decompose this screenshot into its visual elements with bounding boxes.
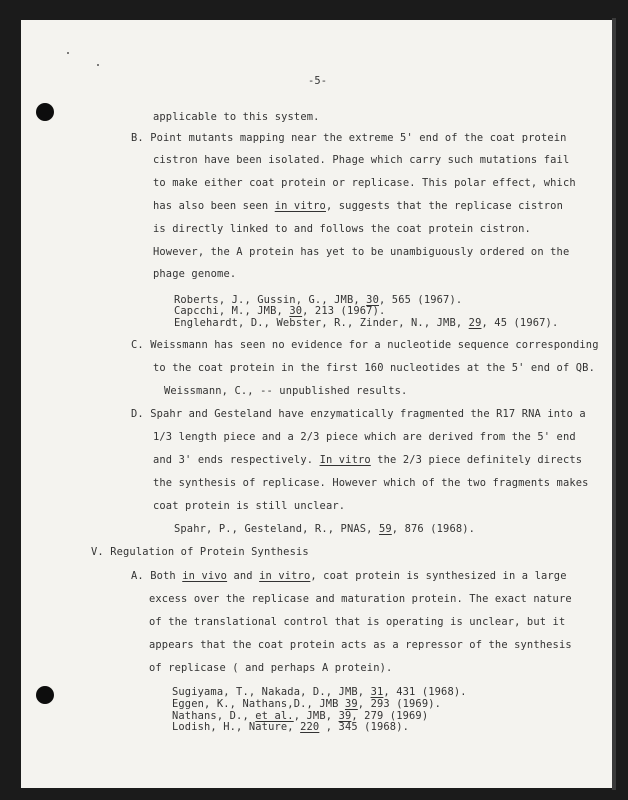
text-segment: to make either coat protein or replicase. This polar effect, which bbox=[153, 177, 576, 189]
text-segment: applicable to this system. bbox=[153, 111, 320, 123]
paper-speck bbox=[67, 52, 69, 54]
text-segment: coat protein is still unclear. bbox=[153, 500, 346, 512]
paper-speck bbox=[97, 64, 99, 66]
text-segment: , 876 (1968). bbox=[391, 523, 476, 535]
underlined-text: 220 bbox=[300, 721, 320, 733]
text-line bbox=[91, 546, 309, 558]
reference-line bbox=[172, 686, 467, 698]
text-line bbox=[153, 111, 320, 123]
binder-hole-top bbox=[36, 103, 54, 121]
reference-line bbox=[174, 317, 558, 329]
text-segment: Sugiyama, T., Nakada, D., JMB, bbox=[172, 686, 371, 698]
page-number: -5- bbox=[308, 75, 328, 87]
text-segment: , JMB, bbox=[293, 710, 339, 722]
text-segment: , 213 (1967). bbox=[302, 305, 386, 317]
text-line bbox=[153, 177, 576, 189]
text-line bbox=[153, 268, 236, 280]
underlined-text: in vitro bbox=[274, 200, 326, 212]
underlined-text: 39 bbox=[338, 710, 352, 722]
text-segment: appears that the coat protein acts as a repressor of the synthesis bbox=[149, 639, 572, 651]
text-segment: excess over the replicase and maturation protein. The exact nature bbox=[149, 593, 572, 605]
text-line bbox=[131, 570, 567, 582]
text-segment: B. Point mutants mapping near the extreme 5' end of the coat protein bbox=[131, 132, 567, 144]
underlined-text: in vivo bbox=[182, 570, 228, 582]
text-segment: 1/3 length piece and a 2/3 piece which are derived from the 5' end bbox=[153, 431, 576, 443]
text-segment: , 345 (1968). bbox=[319, 721, 410, 733]
text-segment: has also been seen bbox=[153, 200, 275, 212]
text-segment: D. Spahr and Gesteland have enzymatically fragmented the R17 RNA into a bbox=[131, 408, 586, 420]
text-segment: Capcchi, M., JMB, bbox=[174, 305, 290, 317]
text-segment: of the translational control that is operating is unclear, but it bbox=[149, 616, 566, 628]
text-line bbox=[131, 339, 599, 351]
text-segment: and bbox=[227, 570, 260, 582]
text-line bbox=[153, 431, 576, 443]
text-line bbox=[153, 223, 531, 235]
text-segment: to the coat protein in the first 160 nucleotides at the 5' end of QB. bbox=[153, 362, 595, 374]
text-line bbox=[131, 408, 586, 420]
text-line bbox=[153, 454, 582, 466]
text-line bbox=[131, 132, 567, 144]
text-segment: , coat protein is synthesized in a large bbox=[310, 570, 567, 582]
text-line bbox=[149, 593, 572, 605]
text-segment: Nathans, D., bbox=[172, 710, 256, 722]
text-line bbox=[149, 662, 392, 674]
text-segment: V. Regulation of Protein Synthesis bbox=[91, 546, 309, 558]
underlined-text: 30 bbox=[289, 305, 303, 317]
text-segment: , 293 (1969). bbox=[357, 698, 442, 710]
underlined-text: 39 bbox=[344, 698, 358, 710]
text-segment: Spahr, P., Gesteland, R., PNAS, bbox=[174, 523, 379, 535]
reference-line bbox=[174, 305, 385, 317]
text-line bbox=[174, 523, 475, 535]
underlined-text: 31 bbox=[370, 686, 384, 698]
text-line bbox=[153, 362, 595, 374]
text-segment: cistron have been isolated. Phage which carry such mutations fail bbox=[153, 154, 570, 166]
text-segment: Lodish, H., Nature, bbox=[172, 721, 301, 733]
text-line bbox=[149, 616, 565, 628]
text-segment: Weissmann, C., -- unpublished results. bbox=[164, 385, 408, 397]
underlined-text: 59 bbox=[378, 523, 392, 535]
text-segment: Englehardt, D., Webster, R., Zinder, N., JMB, bbox=[174, 317, 469, 329]
text-segment: However, the A protein has yet to be unambiguously ordered on the bbox=[153, 246, 570, 258]
text-segment: , 431 (1968). bbox=[383, 686, 467, 698]
text-segment: C. Weissmann has seen no evidence for a nucleotide sequence corresponding bbox=[131, 339, 599, 351]
text-line bbox=[153, 477, 589, 489]
underlined-text: in vitro bbox=[259, 570, 311, 582]
text-segment: , suggests that the replicase cistron bbox=[325, 200, 563, 212]
text-line bbox=[153, 154, 569, 166]
text-segment: , 45 (1967). bbox=[481, 317, 559, 329]
text-line bbox=[149, 639, 572, 651]
underlined-text: 29 bbox=[468, 317, 482, 329]
text-line bbox=[164, 385, 407, 397]
reference-line bbox=[172, 721, 409, 733]
text-segment: Roberts, J., Gussin, G., JMB, bbox=[174, 294, 367, 306]
page-edge-shadow bbox=[612, 18, 616, 790]
text-line bbox=[153, 500, 345, 512]
reference-line bbox=[172, 698, 441, 710]
text-segment: the synthesis of replicase. However which of the two fragments makes bbox=[153, 477, 589, 489]
text-segment: , 565 (1967). bbox=[378, 294, 463, 306]
text-segment: , 279 (1969) bbox=[351, 710, 429, 722]
text-segment: Eggen, K., Nathans,D., JMB bbox=[172, 698, 345, 710]
text-segment: A. Both bbox=[131, 570, 183, 582]
text-line bbox=[153, 200, 563, 212]
text-segment: the 2/3 piece definitely directs bbox=[370, 454, 583, 466]
underlined-text: In vitro bbox=[319, 454, 371, 466]
binder-hole-bottom bbox=[36, 686, 54, 704]
text-segment: phage genome. bbox=[153, 268, 237, 280]
text-line bbox=[153, 246, 569, 258]
text-segment: and 3' ends respectively. bbox=[153, 454, 320, 466]
text-segment: of replicase ( and perhaps A protein). bbox=[149, 662, 393, 674]
text-segment: is directly linked to and follows the coat protein cistron. bbox=[153, 223, 531, 235]
underlined-text: 30 bbox=[366, 294, 379, 306]
underlined-text: et al. bbox=[255, 710, 294, 722]
